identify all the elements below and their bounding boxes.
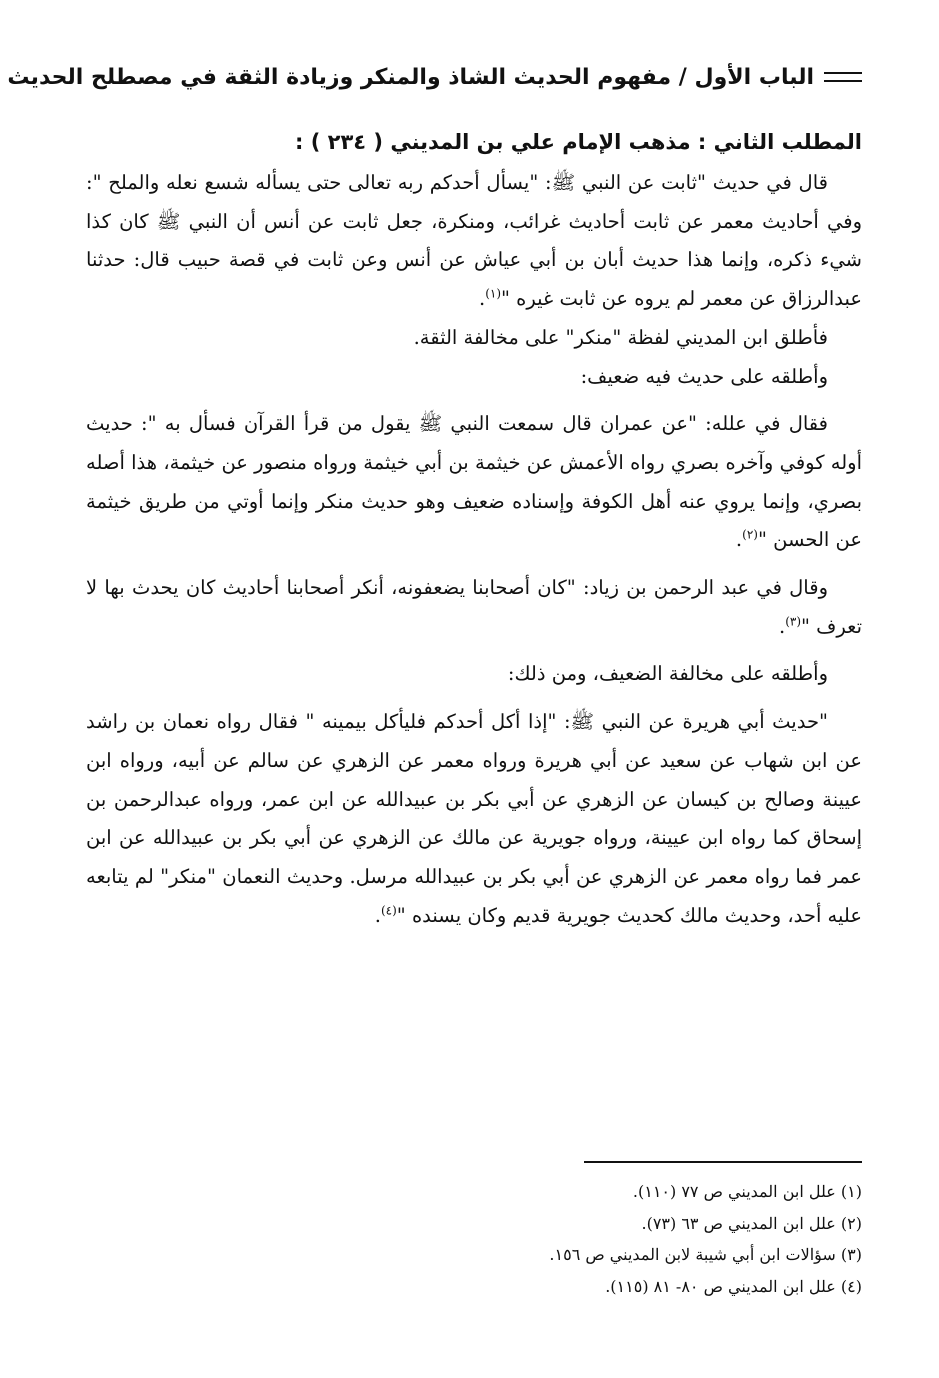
main-text	[86, 122, 862, 935]
footnote-ref-2: (٢)	[742, 527, 758, 542]
paragraph-7-end: .	[374, 903, 381, 927]
paragraph-1-text: قال في حديث "ثابت عن النبي ﷺ: "يسأل أحدكم ربه تعالى حتى يسأله شسع نعله والملح ": وفي أحاديث معمر عن ثابت أحاديث غرائب، ومنكرة، جعل ثابت عن أنس أن النبي ﷺ كان كذا شيء ذكره، وإنما هذا حديث أبان بن أبي عياش عن أنس وعن ثابت في قصة حبيب قال: حدثنا عبدالرزاق عن معمر لم يروه عن ثابت غيره "	[86, 171, 862, 311]
paragraph-1	[86, 164, 862, 319]
running-header-title: الباب الأول / مفهوم الحديث الشاذ والمنكر وزيادة الثقة في مصطلح الحديث	[7, 64, 814, 90]
paragraph-2	[86, 319, 862, 358]
paragraph-3	[86, 358, 862, 397]
paragraph-5-end: .	[778, 614, 786, 638]
footnote-4: (٤) علل ابن المديني ص ٨٠- ٨١ (١١٥).	[605, 1276, 862, 1296]
footnotes	[86, 1176, 862, 1302]
section-title: المطلب الثاني : مذهب الإمام علي بن المديني ( ٢٣٤ ) :	[295, 130, 862, 154]
footnote-separator	[584, 1161, 862, 1163]
paragraph-1-end: .	[478, 287, 486, 311]
footnote-ref-1: (١)	[485, 286, 502, 301]
paragraph-4-end: .	[735, 528, 743, 552]
paragraph-7	[86, 703, 862, 935]
footnote-2: (٢) علل ابن المديني ص ٦٣ (٧٣).	[641, 1213, 862, 1233]
paragraph-6-text: وأطلقه على مخالفة الضعيف، ومن ذلك:	[507, 662, 828, 686]
paragraph-3-text: وأطلقه على حديث فيه ضعيف:	[580, 364, 828, 388]
paragraph-5	[86, 569, 862, 646]
paragraph-5-text: وقال في عبد الرحمن بن زياد: "كان أصحابنا يضعفونه، أنكر أصحابنا أحاديث كان يحدث بها لا تعرف "	[86, 576, 862, 638]
footnote-1: (١) علل ابن المديني ص ٧٧ (١١٠).	[632, 1182, 862, 1201]
paragraph-4	[86, 405, 862, 560]
paragraph-7-text: "حديث أبي هريرة عن النبي ﷺ: "إذا أكل أحدكم فليأكل بيمينه " فقال رواه نعمان بن راشد عن ابن شهاب عن سعيد عن أبي هريرة ورواه معمر عن الزهري عن سالم عن أبيه، ورواه ابن عيينة وصالح بن كيسان عن الزهري عن أبي بكر بن عبيدالله عن ابن عمر، ورواه عبدالرحمن بن إسحاق كما رواه ابن عيينة، ورواه جويرية عن مالك عن الزهري عن أبي بكر بن عبيدالله عن ابن عمر فما رواه معمر عن الزهري عن أبي بكر بن عبيدالله مرسل. وحديث النعمان "منكر" لم يتابعه عليه أحد، وحديث مالك كحديث جويرية قديم وكان يسنده "	[86, 710, 862, 927]
footnote-ref-4: (٤)	[380, 903, 397, 918]
paragraph-2-text: فأطلق ابن المديني لفظة "منكر" على مخالفة الثقة.	[413, 325, 828, 349]
paragraph-4-text: فقال في علله: "عن عمران قال سمعت النبي ﷺ يقول من قرأ القرآن فسأل به ": حديث أوله كوفي وآخره بصري رواه الأعمش عن خيثمة بن أبي خيثمة ورواه منصور عن خيثمة، هذا أصله بصري، وإنما يروي عنه أهل الكوفة وإسناده ضعيف وهو حديث منكر وإنما أوتي من طريق خيثمة عن الحسن "	[86, 412, 862, 552]
running-header	[7, 52, 862, 102]
footnote-3: (٣) سؤالات ابن أبي شيبة لابن المديني ص ١٥٦.	[549, 1245, 862, 1264]
header-dash-ornament	[824, 72, 862, 82]
paragraph-6	[86, 655, 862, 694]
footnote-ref-3: (٣)	[785, 614, 802, 629]
